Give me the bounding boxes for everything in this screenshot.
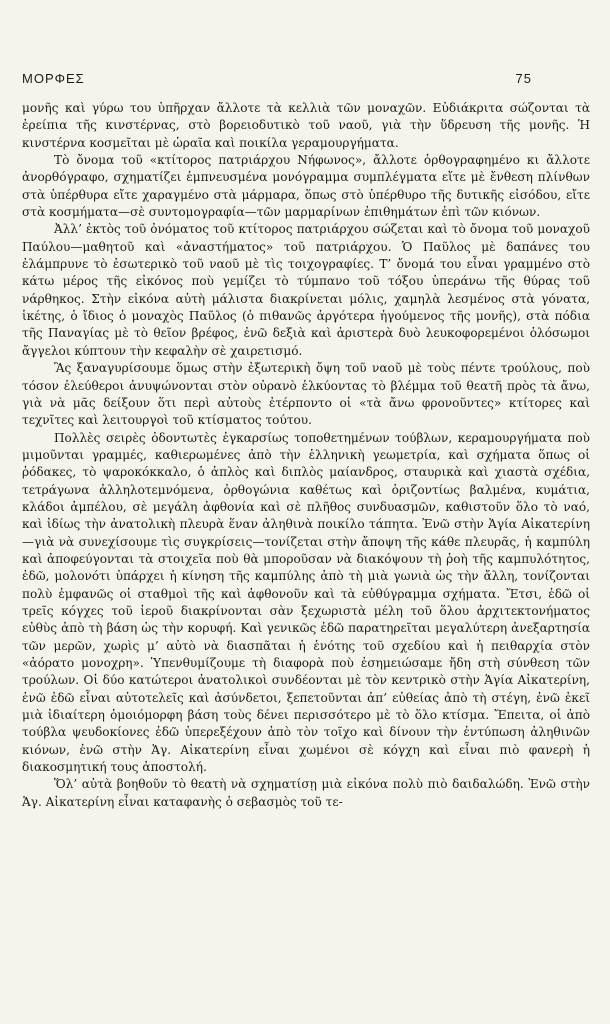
running-title: ΜΟΡΦΕΣ <box>22 71 85 86</box>
page-number: 75 <box>515 71 532 86</box>
paragraph-4: Ἂς ξαναγυρίσουμε ὅμως στὴν ἐξωτερικὴ ὄψη τοῦ ναοῦ μὲ τοὺς πέντε τρούλους, ποὺ τόσον ἐλεύθεροι ἀνυψώνονται στὸν οὐρανὸ ἑλκύοντας τὸ βλέμμα τοῦ θεατῆ πρὸς τὰ ἄνω, γιὰ νὰ μᾶς δείξουν ὅτι περὶ αὐτοὺς ἐτέρποντο οἱ «τὰ ἄνω φρονοῦντες» κτίτορες καὶ τεχνῖτες καὶ λειτουργοὶ τοῦ κτίσματος τούτου. <box>22 361 590 428</box>
body-text <box>22 100 590 811</box>
paragraph-2: Τὸ ὄνομα τοῦ «κτίτορος πατριάρχου Νήφωνος», ἄλλοτε ὀρθογραφημένο κι ἄλλοτε ἀνορθόγραφο, σχηματίζει ἐμπνευσμένα μονόγραμμα συμπλέγματα εἴτε μὲ ἔνθεση πλίνθων στὰ ὑπέρθυρα εἴτε χαραγμένο στὰ μάρμαρα, ὅπως στὸ ὑπέρθυρο τῆς δυτικῆς εἰσόδου, εἴτε στὰ κοσμήματα—σὲ συντομογραφία—τῶν μαρμαρίνων ἐπιθημάτων ἐπὶ τῶν κιόνων. <box>22 153 590 220</box>
page-header <box>22 71 532 86</box>
paragraph-1: μονῆς καὶ γύρω του ὑπῆρχαν ἄλλοτε τὰ κελλιὰ τῶν μοναχῶν. Εὐδιάκριτα σώζονται τὰ ἐρείπια τῆς κινστέρνας, στὸ βορειοδυτικὸ τοῦ ναοῦ, γιὰ τὴν ὕδρευση τῆς μονῆς. Ἡ κινστέρνα κοσμεῖται μὲ ὡραῖα καὶ ποικίλα γεραμουργήματα. <box>22 101 590 150</box>
paragraph-5: Πολλὲς σειρὲς ὀδοντωτὲς ἐγκαρσίως τοποθετημένων τούβλων, κεραμουργήματα ποὺ μιμοῦνται γραμμές, καθιερωμένες ἀπὸ τὴν ἑλληνικὴ γεωμετρία, καὶ σχήματα ὅπως οἱ ῥόδακες, τὸ ψαροκόκκαλο, ὁ ἁπλὸς καὶ διπλὸς μαίανδρος, σταυρικὰ καὶ χιαστὰ σχέδια, τετράγωνα ἀλληλοτεμνόμενα, ὀρθογώνια καθέτως καὶ ὁριζοντίως βαλμένα, κυμάτια, κλάδοι ἀμπέλου, σὲ μεγάλη ἀφθονία καὶ σὲ πλῆθος συνδυασμῶν, καθιστοῦν ὅλο τὸ ναό, καὶ ἰδίως τὴν ἀνατολικὴ πλευρὰ ἕναν ἀληθινὰ ποικίλο τάπητα. Ἐνῶ στὴν Ἁγία Αἰκατερίνη—γιὰ νὰ συνεχίσουμε τὶς συγκρίσεις—τονίζεται στὴν ἄποψη τῆς κάθε πλευρᾶς, ἡ καμπύλη καὶ ἀποφεύγονται τὰ στοιχεῖα ποὺ θὰ μποροῦσαν νὰ διακόψουν τὴ ῥοὴ τῆς καμπυλότητος, ἐδῶ, μολονότι ὑπάρχει ἡ κίνηση τῆς καμπύλης ἀπὸ τὴ μιὰ γωνιὰ ὡς τὴν ἄλλη, τονίζονται πολὺ ἐμφανῶς οἱ σταθμοὶ τῆς καὶ ἀφθονοῦν καὶ τὰ εὐθύγραμμα σχήματα. Ἔτσι, ἐδῶ οἱ τρεῖς κόγχες τοῦ ἱεροῦ διακρίνονται σὰν ξεχωριστὰ μέλη τοῦ ὅλου ἀρχιτεκτονήματος εὐθὺς ἀπὸ τὴ βάση ὡς τὴν κορυφή. Καὶ γενικῶς ἐδῶ παρατηρεῖται μεγαλύτερη ἀνεξαρτησία τῶν μερῶν, χωρὶς μ’ αὐτὸ νὰ διασπᾶται ἡ ἑνότης τοῦ σχεδίου καὶ ἡ πειθαρχία στὸν «ἀόρατο μονοχρη». Ὑπενθυμίζουμε τὴ διαφορὰ ποὺ ἐσημειώσαμε ἤδη στὴ σύνθεση τῶν τρούλων. Οἱ δύο κατώτεροι ἀνατολικοὶ συνδέονται μὲ τὸν κεντρικὸ στὴν Ἁγία Αἰκατερίνη, ἐνῶ ἐδῶ εἶναι αὐτοτελεῖς καὶ ἀσύνδετοι, ξεπετοῦνται ἀπ’ εὐθείας ἀπὸ τὴ στέγη, ἐνῶ ἐκεῖ μιὰ ἰδιαίτερη ὁμοιόμορφη βάση τοὺς δένει περισσότερο μὲ τὸ ὅλο κτίσμα. Ἔπειτα, οἱ ἀπὸ τούβλα ψευδοκίονες ἐδῶ ὑπερεξέχουν ἀπὸ τὸν τοῖχο καὶ δίνουν τὴν ἐντύπωση ἀληθινῶν κιόνων, ἐνῶ στὴν Ἁγ. Αἰκατερίνη εἶναι χωμένοι σὲ κόγχη καὶ εἶναι πιὸ φανερὴ ἡ διακοσμητική τους ἀποστολή. <box>22 430 590 775</box>
paragraph-3: Ἀλλ’ ἐκτὸς τοῦ ὀνόματος τοῦ κτίτορος πατριάρχου σώζεται καὶ τὸ ὄνομα τοῦ μοναχοῦ Παύλου—μαθητοῦ καὶ «ἀναστήματος» τοῦ πατριάρχου. Ὁ Παῦλος μὲ δαπάνες του ἐλάμπρυνε τὸ ἐσωτερικὸ τοῦ ναοῦ μὲ τὶς τοιχογραφίες. Τ’ ὄνομά του εἶναι γραμμένο στὸ κάτω μέρος τῆς εἰκόνος ποὺ γεμίζει τὸ τύμπανο τοῦ τόξου ὑπεράνω τῆς θύρας τοῦ νάρθηκος. Στὴν εἰκόνα αὐτὴ μάλιστα διακρίνεται μόλις, χαμηλὰ λεσμένος στὰ γόνατα, ἱκέτης, ὁ ἴδιος ὁ μοναχὸς Παῦλος (ὁ πιθανῶς ἀργότερα ἡγούμενος τῆς μονῆς), στὰ πόδια τῆς Παναγίας μὲ τὸ θεῖον βρέφος, ἐνῶ δεξιὰ καὶ ἀριστερὰ δυὸ λευκοφορεμένοι ὁλόσωμοι ἄγγελοι κύπτουν τὴν κεφαλὴν σὲ χαιρετισμό. <box>22 222 590 358</box>
paragraph-6: Ὅλ’ αὐτὰ βοηθοῦν τὸ θεατὴ νὰ σχηματίσῃ μιὰ εἰκόνα πολὺ πιὸ δαιδαλώδη. Ἐνῶ στὴν Ἁγ. Αἰκατερίνη εἶναι καταφανὴς ὁ σεβασμὸς τοῦ τε- <box>22 777 590 809</box>
